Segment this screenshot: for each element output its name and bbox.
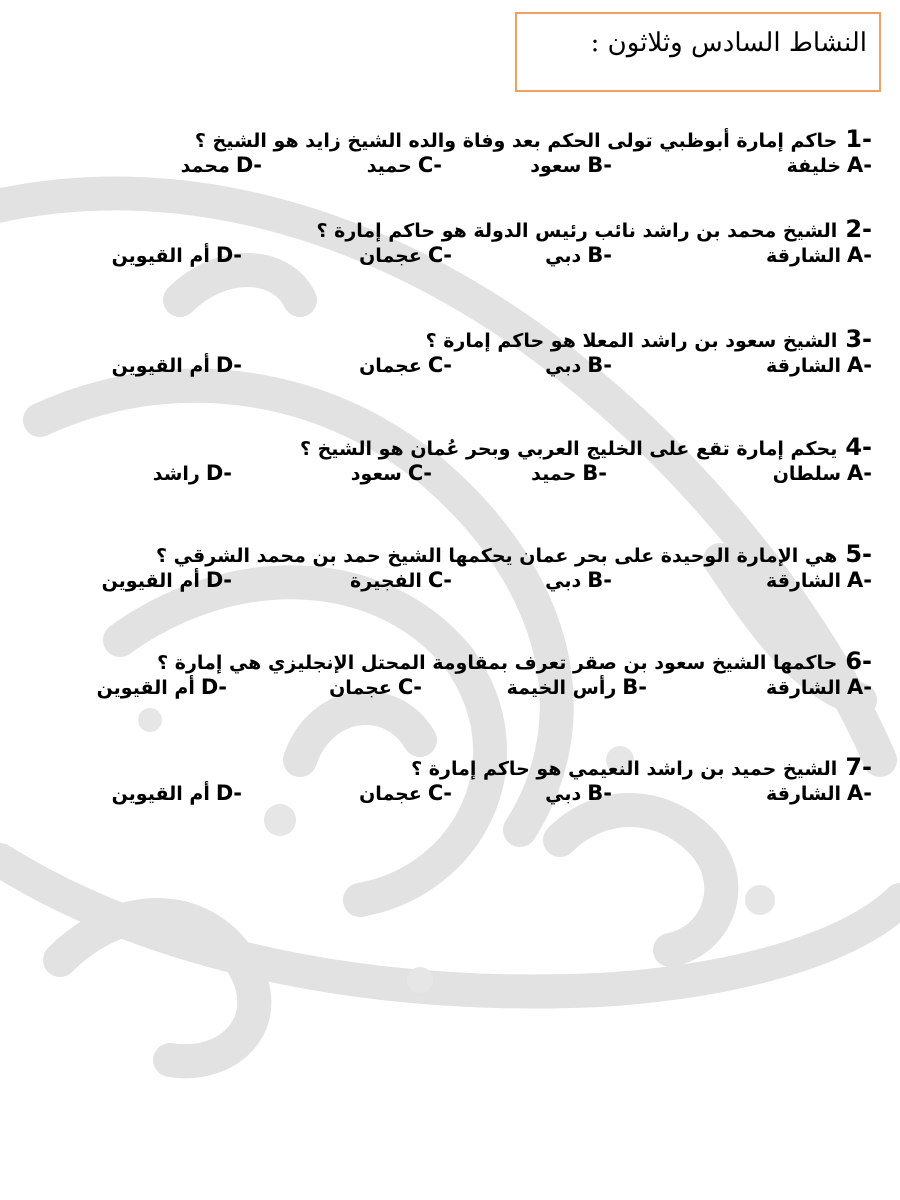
option-b[interactable]: -Bسعود xyxy=(530,153,612,177)
option-c[interactable]: -Cسعود xyxy=(350,461,432,485)
option-a[interactable]: -Aالشارقة xyxy=(765,568,872,592)
question-2 xyxy=(72,215,872,273)
option-c[interactable]: -Cعجمان xyxy=(359,243,452,267)
question-5 xyxy=(72,540,872,598)
options-row xyxy=(72,568,872,598)
option-d[interactable]: -Dأم القيوين xyxy=(101,568,232,592)
question-text: حاكم إمارة أبوظبي تولى الحكم بعد وفاة والده الشيخ زايد هو الشيخ ؟ xyxy=(194,130,838,152)
options-row xyxy=(72,353,872,383)
question-number: -3 xyxy=(845,325,872,353)
option-b[interactable]: -Bدبي xyxy=(545,568,612,592)
question-4 xyxy=(72,433,872,491)
options-row xyxy=(72,675,872,705)
question-number: -1 xyxy=(845,125,872,153)
option-d[interactable]: -Dأم القيوين xyxy=(111,353,242,377)
question-text: الشيخ محمد بن راشد نائب رئيس الدولة هو حاكم إمارة ؟ xyxy=(316,220,838,242)
question-text: يحكم إمارة تقع على الخليج العربي وبحر عُمان هو الشيخ ؟ xyxy=(299,438,838,460)
question-text: حاكمها الشيخ سعود بن صقر تعرف بمقاومة المحتل الإنجليزي هي إمارة ؟ xyxy=(157,652,838,674)
option-b[interactable]: -Bدبي xyxy=(545,781,612,805)
option-c[interactable]: -Cعجمان xyxy=(329,675,422,699)
option-c[interactable]: -Cعجمان xyxy=(359,353,452,377)
option-a[interactable]: -Aالشارقة xyxy=(765,243,872,267)
title-box xyxy=(515,12,881,92)
option-a[interactable]: -Aالشارقة xyxy=(765,675,872,699)
question-number: -7 xyxy=(845,753,872,781)
question-7 xyxy=(72,753,872,811)
question-3 xyxy=(72,325,872,383)
option-b[interactable]: -Bدبي xyxy=(545,353,612,377)
option-c[interactable]: -Cعجمان xyxy=(359,781,452,805)
question-number: -6 xyxy=(845,647,872,675)
option-c[interactable]: -Cحميد xyxy=(366,153,442,177)
question-text: الشيخ سعود بن راشد المعلا هو حاكم إمارة ؟ xyxy=(425,330,838,352)
question-text: الشيخ حميد بن راشد النعيمي هو حاكم إمارة ؟ xyxy=(411,758,838,780)
options-row xyxy=(72,461,872,491)
option-b[interactable]: -Bدبي xyxy=(545,243,612,267)
options-row xyxy=(72,153,872,183)
question-1 xyxy=(72,125,872,183)
question-text: هي الإمارة الوحيدة على بحر عمان يحكمها الشيخ حمد بن محمد الشرقي ؟ xyxy=(155,545,838,567)
option-a[interactable]: -Aسلطان xyxy=(772,461,872,485)
option-b[interactable]: -Bرأس الخيمة xyxy=(506,675,647,699)
option-d[interactable]: -Dأم القيوين xyxy=(111,781,242,805)
option-d[interactable]: -Dأم القيوين xyxy=(111,243,242,267)
activity-title: النشاط السادس وثلاثون : xyxy=(590,28,867,58)
option-d[interactable]: -Dراشد xyxy=(152,461,232,485)
option-d[interactable]: -Dمحمد xyxy=(180,153,262,177)
option-a[interactable]: -Aالشارقة xyxy=(765,781,872,805)
option-d[interactable]: -Dأم القيوين xyxy=(96,675,227,699)
options-row xyxy=(72,781,872,811)
option-c[interactable]: -Cالفجيرة xyxy=(350,568,452,592)
option-a[interactable]: -Aخليفة xyxy=(786,153,872,177)
question-number: -2 xyxy=(845,215,872,243)
question-number: -5 xyxy=(845,540,872,568)
question-number: -4 xyxy=(845,433,872,461)
option-b[interactable]: -Bحميد xyxy=(531,461,607,485)
option-a[interactable]: -Aالشارقة xyxy=(765,353,872,377)
options-row xyxy=(72,243,872,273)
question-6 xyxy=(72,647,872,705)
